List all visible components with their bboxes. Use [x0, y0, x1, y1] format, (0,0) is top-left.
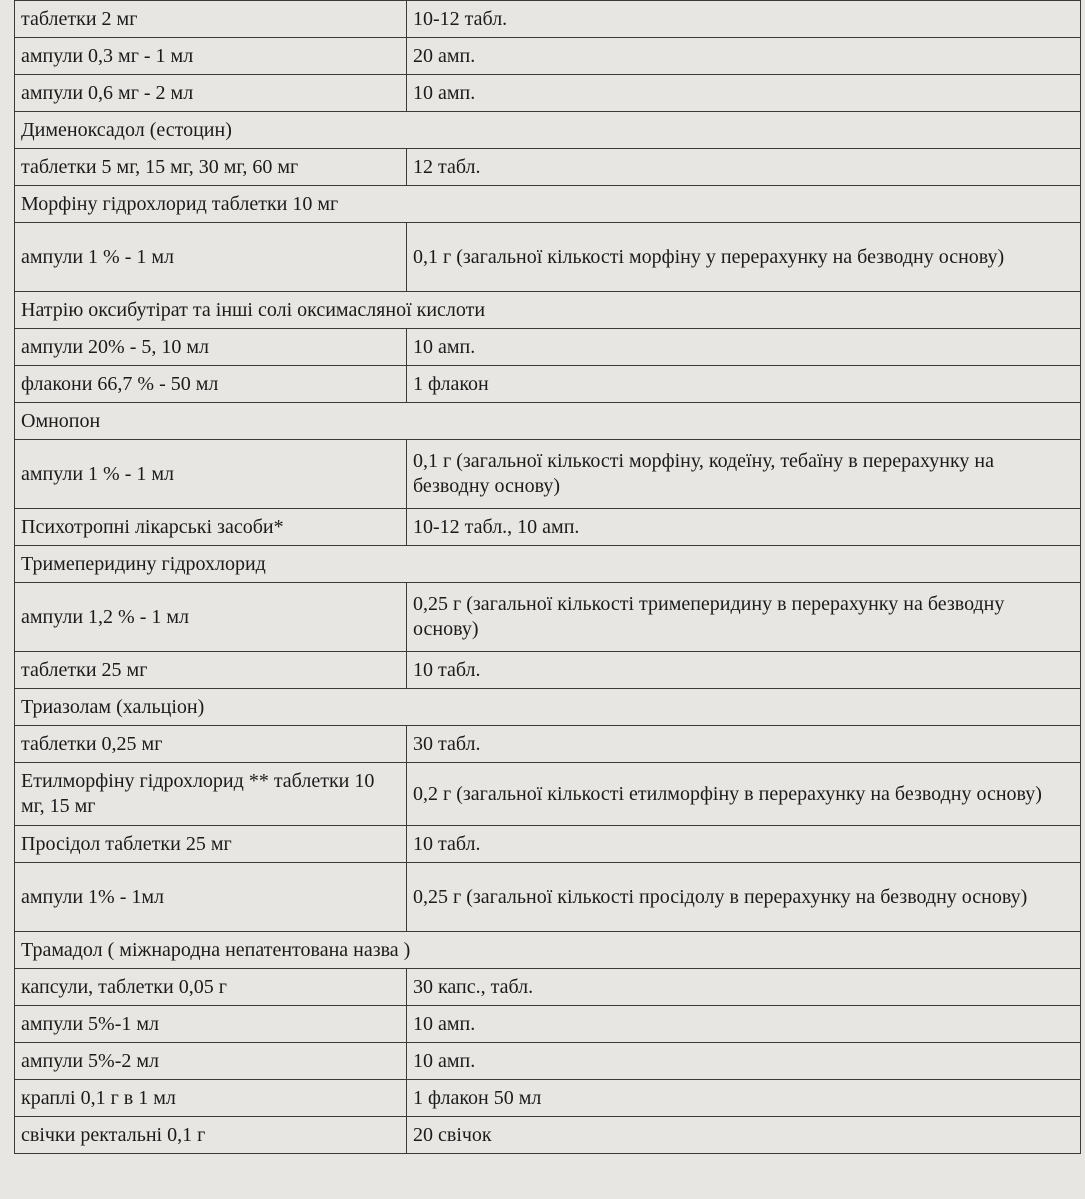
- drug-name: Морфіну гідрохлорид таблетки 10 мг: [15, 186, 1081, 223]
- table-row: [15, 223, 1081, 292]
- quantity-cell: 12 табл.: [407, 149, 1081, 186]
- table-row: [15, 1, 1081, 38]
- drug-header-row: [15, 112, 1081, 149]
- table-row: [15, 726, 1081, 763]
- form-cell: Етилморфіну гідрохлорид ** таблетки 10 мг, 15 мг: [15, 763, 407, 826]
- drug-name: Триазолам (хальціон): [15, 689, 1081, 726]
- form-cell: таблетки 0,25 мг: [15, 726, 407, 763]
- quantity-cell: 10 амп.: [407, 1043, 1081, 1080]
- quantity-cell: 0,1 г (загальної кількості морфіну, кодеїну, тебаїну в перерахунку на безводну основу): [407, 440, 1081, 509]
- table-row: [15, 826, 1081, 863]
- quantity-cell: 20 амп.: [407, 38, 1081, 75]
- form-cell: ампули 1,2 % - 1 мл: [15, 583, 407, 652]
- table-row: [15, 509, 1081, 546]
- form-cell: ампули 1 % - 1 мл: [15, 223, 407, 292]
- form-cell: таблетки 5 мг, 15 мг, 30 мг, 60 мг: [15, 149, 407, 186]
- form-cell: ампули 1 % - 1 мл: [15, 440, 407, 509]
- table-row: [15, 652, 1081, 689]
- quantity-cell: 20 свічок: [407, 1117, 1081, 1154]
- table-row: [15, 366, 1081, 403]
- form-cell: свічки ректальні 0,1 г: [15, 1117, 407, 1154]
- quantity-cell: 30 капс., табл.: [407, 969, 1081, 1006]
- table-row: [15, 763, 1081, 826]
- form-cell: ампули 5%-2 мл: [15, 1043, 407, 1080]
- quantity-cell: 0,2 г (загальної кількості етилморфіну в перерахунку на безводну основу): [407, 763, 1081, 826]
- quantity-cell: 0,1 г (загальної кількості морфіну у перерахунку на безводну основу): [407, 223, 1081, 292]
- drug-name: Трамадол ( міжнародна непатентована назва ): [15, 932, 1081, 969]
- drug-header-row: [15, 403, 1081, 440]
- quantity-cell: 0,25 г (загальної кількості просідолу в перерахунку на безводну основу): [407, 863, 1081, 932]
- table-row: [15, 583, 1081, 652]
- drug-header-row: [15, 186, 1081, 223]
- quantity-cell: 10 амп.: [407, 75, 1081, 112]
- form-cell: Психотропні лікарські засоби*: [15, 509, 407, 546]
- quantity-cell: 10 табл.: [407, 826, 1081, 863]
- form-cell: ампули 0,6 мг - 2 мл: [15, 75, 407, 112]
- quantity-cell: 10 амп.: [407, 1006, 1081, 1043]
- drug-header-row: [15, 689, 1081, 726]
- table-row: [15, 1043, 1081, 1080]
- form-cell: таблетки 2 мг: [15, 1, 407, 38]
- quantity-cell: 1 флакон 50 мл: [407, 1080, 1081, 1117]
- form-cell: флакони 66,7 % - 50 мл: [15, 366, 407, 403]
- table-row: [15, 1006, 1081, 1043]
- form-cell: ампули 20% - 5, 10 мл: [15, 329, 407, 366]
- drug-name: Тримеперидину гідрохлорид: [15, 546, 1081, 583]
- dosage-table: [14, 0, 1081, 1154]
- quantity-cell: 10 амп.: [407, 329, 1081, 366]
- form-cell: ампули 0,3 мг - 1 мл: [15, 38, 407, 75]
- table-row: [15, 440, 1081, 509]
- form-cell: краплі 0,1 г в 1 мл: [15, 1080, 407, 1117]
- quantity-cell: 10-12 табл., 10 амп.: [407, 509, 1081, 546]
- drug-header-row: [15, 546, 1081, 583]
- drug-header-row: [15, 932, 1081, 969]
- table-row: [15, 1117, 1081, 1154]
- form-cell: ампули 1% - 1мл: [15, 863, 407, 932]
- table-row: [15, 149, 1081, 186]
- table-row: [15, 863, 1081, 932]
- form-cell: капсули, таблетки 0,05 г: [15, 969, 407, 1006]
- drug-name: Натрію оксибутірат та інші солі оксимасляної кислоти: [15, 292, 1081, 329]
- quantity-cell: 1 флакон: [407, 366, 1081, 403]
- drug-header-row: [15, 292, 1081, 329]
- quantity-cell: 0,25 г (загальної кількості тримеперидину в перерахунку на безводну основу): [407, 583, 1081, 652]
- form-cell: Просідол таблетки 25 мг: [15, 826, 407, 863]
- table-row: [15, 38, 1081, 75]
- quantity-cell: 10 табл.: [407, 652, 1081, 689]
- form-cell: ампули 5%-1 мл: [15, 1006, 407, 1043]
- table-row: [15, 969, 1081, 1006]
- table-row: [15, 1080, 1081, 1117]
- drug-name: Омнопон: [15, 403, 1081, 440]
- table-row: [15, 75, 1081, 112]
- drug-name: Дименоксадол (естоцин): [15, 112, 1081, 149]
- quantity-cell: 10-12 табл.: [407, 1, 1081, 38]
- table-row: [15, 329, 1081, 366]
- form-cell: таблетки 25 мг: [15, 652, 407, 689]
- quantity-cell: 30 табл.: [407, 726, 1081, 763]
